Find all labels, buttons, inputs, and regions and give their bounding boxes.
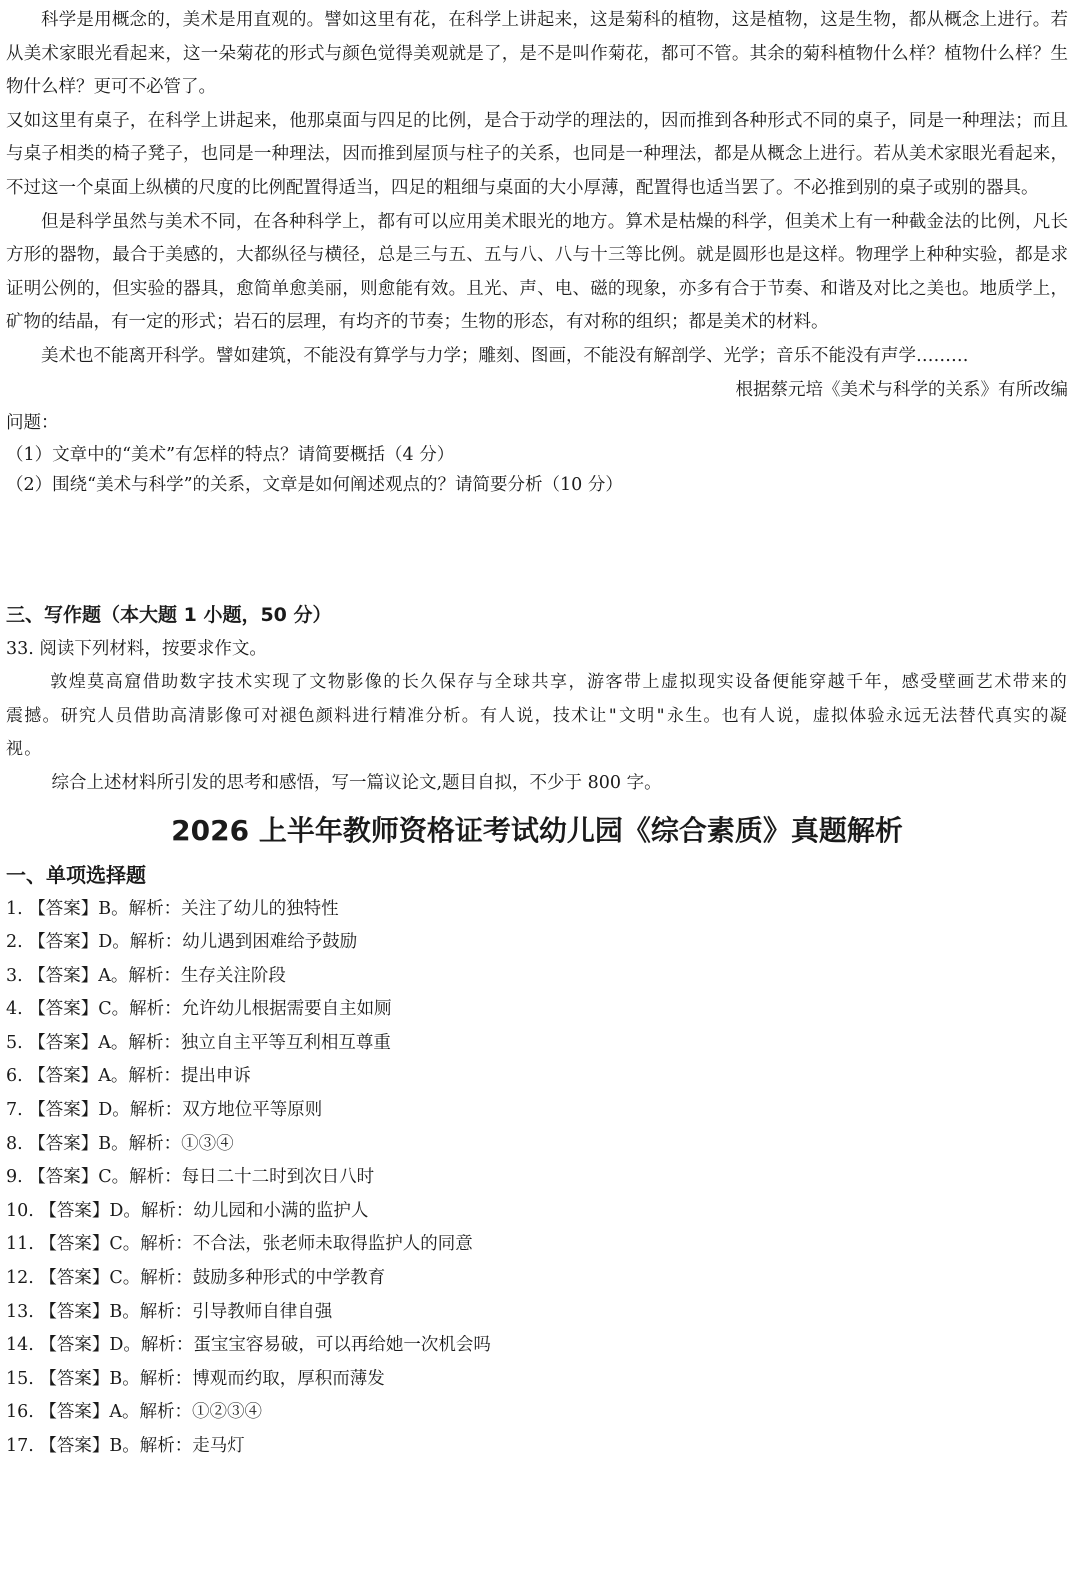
passage-source: 根据蔡元培《美术与科学的关系》有所改编 [735,379,1068,400]
answers-list [6,893,1068,1464]
answer-item: 3. 【答案】A。解析：生存关注阶段 [6,965,286,986]
questions-block [6,407,1068,500]
answer-item: 7. 【答案】D。解析：双方地位平等原则 [6,1100,323,1121]
answers-doc-title: 2026 上半年教师资格证考试幼儿园《综合素质》真题解析 [171,813,903,847]
writing-section-title: 三、写作题（本大题 1 小题，50 分） [6,604,332,627]
answer-item: 8. 【答案】B。解析：①③④ [6,1133,234,1154]
answers-section-title: 一、单项选择题 [6,862,146,887]
writing-material: 敦煌莫高窟借助数字技术实现了文物影像的长久保存与全球共享，游客带上虚拟现实设备便能穿越千年，感受壁画艺术带来的震撼。研究人员借助高清影像可对褪色颜料进行精准分析。有人说，技术让"文明"永生。也有人说，虚拟体验永远无法替代真实的凝视。 [6,672,1068,760]
blank-answer-space [6,500,1068,598]
answer-item: 13. 【答案】B。解析：引导教师自律自强 [6,1301,333,1322]
question-item-1: （1）文章中的“美术”有怎样的特点？请简要概括（4 分） [6,445,455,466]
passage-paragraph-4: 美术也不能离开科学。譬如建筑，不能没有算学与力学；雕刻、图画，不能没有解剖学、光学；音乐不能没有声学……… [41,345,969,366]
reading-passage [6,4,1068,407]
answer-item: 4. 【答案】C。解析：允许幼儿根据需要自主如厕 [6,999,392,1020]
answer-item: 2. 【答案】D。解析：幼儿遇到困难给予鼓励 [6,932,358,953]
answers-document [6,805,1068,1464]
passage-paragraph-1: 科学是用概念的，美术是用直观的。譬如这里有花，在科学上讲起来，这是菊科的植物，这是植物，这是生物，都从概念上进行。若从美术家眼光看起来，这一朵菊花的形式与颜色觉得美观就是了，是不是叫作菊花，都可不管。其余的菊科植物什么样？植物什么样？生物什么样？更可不必管了。 [6,10,1068,98]
answer-item: 6. 【答案】A。解析：提出申诉 [6,1066,251,1087]
passage-paragraph-2: 又如这里有桌子，在科学上讲起来，他那桌面与四足的比例，是合于动学的理法的，因而推到各种形式不同的桌子，同是一种理法；而且与桌子相类的椅子凳子，也同是一种理法，因而推到屋顶与柱子的关系，也同是一种理法，都是从概念上进行。若从美术家眼光看起来，不过这一个桌面上纵横的尺度的比例配置得适当，四足的粗细与桌面的大小厚薄，配置得也适当罢了。不必推到别的桌子或别的器具。 [6,110,1068,198]
answer-item: 14. 【答案】D。解析：蛋宝宝容易破，可以再给她一次机会吗 [6,1335,491,1356]
questions-heading: 问题： [6,413,59,434]
passage-paragraph-3: 但是科学虽然与美术不同，在各种科学上，都有可以应用美术眼光的地方。算术是枯燥的科学，但美术上有一种截金法的比例，凡长方形的器物，最合于美感的，大都纵径与横径，总是三与五、五与八、八与十三等比例。就是圆形也是这样。物理学上种种实验，都是求证明公例的，但实验的器具，愈简单愈美丽，则愈能有效。且光、声、电、磁的现象，亦多有合于节奏、和谐及对比之美也。地质学上，矿物的结晶，有一定的形式；岩石的层理，有均齐的节奏；生物的形态，有对称的组织；都是美术的材料。 [6,211,1068,333]
answer-item: 9. 【答案】C。解析：每日二十二时到次日八时 [6,1167,375,1188]
answer-item: 10. 【答案】D。解析：幼儿园和小满的监护人 [6,1200,369,1221]
answer-item: 12. 【答案】C。解析：鼓励多种形式的中学教育 [6,1268,386,1289]
answer-item: 1. 【答案】B。解析：关注了幼儿的独特性 [6,898,339,919]
writing-question: 33. 阅读下列材料，按要求作文。 [6,639,267,660]
answer-item: 11. 【答案】C。解析：不合法，张老师未取得监护人的同意 [6,1234,473,1255]
answer-item: 16. 【答案】A。解析：①②③④ [6,1402,263,1423]
answer-item: 15. 【答案】B。解析：博观而约取，厚积而薄发 [6,1368,385,1389]
question-item-2: （2）围绕“美术与科学”的关系，文章是如何阐述观点的？请简要分析（10 分） [6,475,623,496]
answer-item: 5. 【答案】A。解析：独立自主平等互利相互尊重 [6,1032,391,1053]
answer-item: 17. 【答案】B。解析：走马灯 [6,1436,245,1456]
writing-section [6,598,1068,800]
writing-instruction: 综合上述材料所引发的思考和感悟，写一篇议论文,题目自拟，不少于 800 字。 [51,772,662,793]
